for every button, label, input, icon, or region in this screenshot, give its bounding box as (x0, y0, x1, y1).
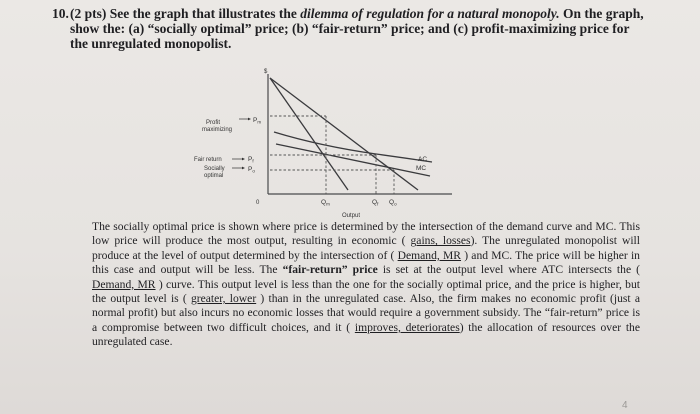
question-prompt-lead: See the graph that illustrates the (109, 6, 297, 21)
choice-improves-deteriorates: improves, deteriorates (354, 320, 460, 334)
qo-label: $Q_o$ (389, 199, 397, 207)
question-prompt-tail: On the graph, show the: (a) “socially optimal” price; (b) “fair-return” price; and (c) profit-maximizing price for the unregulated monopolist. (70, 6, 644, 51)
choice-greater-lower: greater, lower (190, 292, 257, 306)
fair-return-arrowhead (242, 158, 245, 161)
origin-label: 0 (256, 200, 260, 206)
choice-demand-mr-2: Demand, MR (92, 277, 156, 291)
answer-text-5: ) curve. This output level is less than the one for the socially optimal price, and the price is higher, but the output level is ( (92, 277, 640, 306)
mc-curve (276, 144, 430, 176)
question-points: (2 pts) (70, 6, 107, 21)
answer-paragraph (92, 220, 640, 350)
pm-symbol: $P_m$ (253, 117, 262, 125)
fair-return-term: “fair-return” price (282, 263, 378, 277)
ac-label: AC (418, 156, 428, 163)
po-symbol: $P_o$ (248, 166, 255, 174)
x-axis-label: Output (342, 213, 361, 219)
qm-label: $Q_m$ (321, 199, 330, 207)
natural-monopoly-graph (180, 62, 470, 222)
answer-text-1: The socially optimal price is shown where price is determined by the intersection of the demand curve and MC. This low price will produce the most output, resulting in economic ( (92, 220, 640, 248)
answer-text-3: ) and MC. The price will be higher in this case and output will be less. The (92, 248, 640, 277)
pf-symbol: $P_f$ (248, 156, 254, 164)
profit-max-label-2: maximizing (202, 127, 233, 133)
y-axis-label: $ (264, 69, 268, 75)
question-prompt-italic: dilemma of regulation for a natural monopoly. (300, 6, 560, 21)
socially-optimal-arrowhead (242, 167, 245, 170)
answer-text-6: ) than in the unregulated case. Also, the firm makes no economic profit (just a normal profit) but also incurs no economic losses that would require a government subsidy. The “fair-return” price is a compromise between two difficult choices, and it ( (92, 292, 640, 334)
choice-demand-mr-1: Demand, MR (397, 248, 462, 262)
ac-curve (274, 132, 432, 162)
question-prompt (70, 6, 645, 51)
question-number: 10. (52, 6, 69, 21)
page-number: 4 (622, 400, 628, 411)
profit-max-arrowhead (248, 118, 251, 121)
demand-curve (270, 78, 418, 190)
mc-label: MC (416, 165, 427, 172)
graph-svg (180, 62, 470, 222)
answer-text-2: ). The unregulated monopolist will produce at the level of output determined by the intersection of ( (92, 234, 641, 262)
answer-text-7: ) the allocation of resources over the unregulated case. (92, 320, 641, 349)
fair-return-label: Fair return (194, 157, 222, 163)
socially-optimal-label-2: optimal (204, 173, 224, 179)
choice-gains-losses: gains, losses (410, 234, 471, 248)
socially-optimal-label-1: Socially (204, 166, 225, 172)
qf-label: $Q_f$ (372, 199, 379, 207)
profit-max-label-1: Profit (206, 120, 221, 126)
answer-text-4: is set at the output level where ATC intersects the ( (382, 263, 641, 277)
